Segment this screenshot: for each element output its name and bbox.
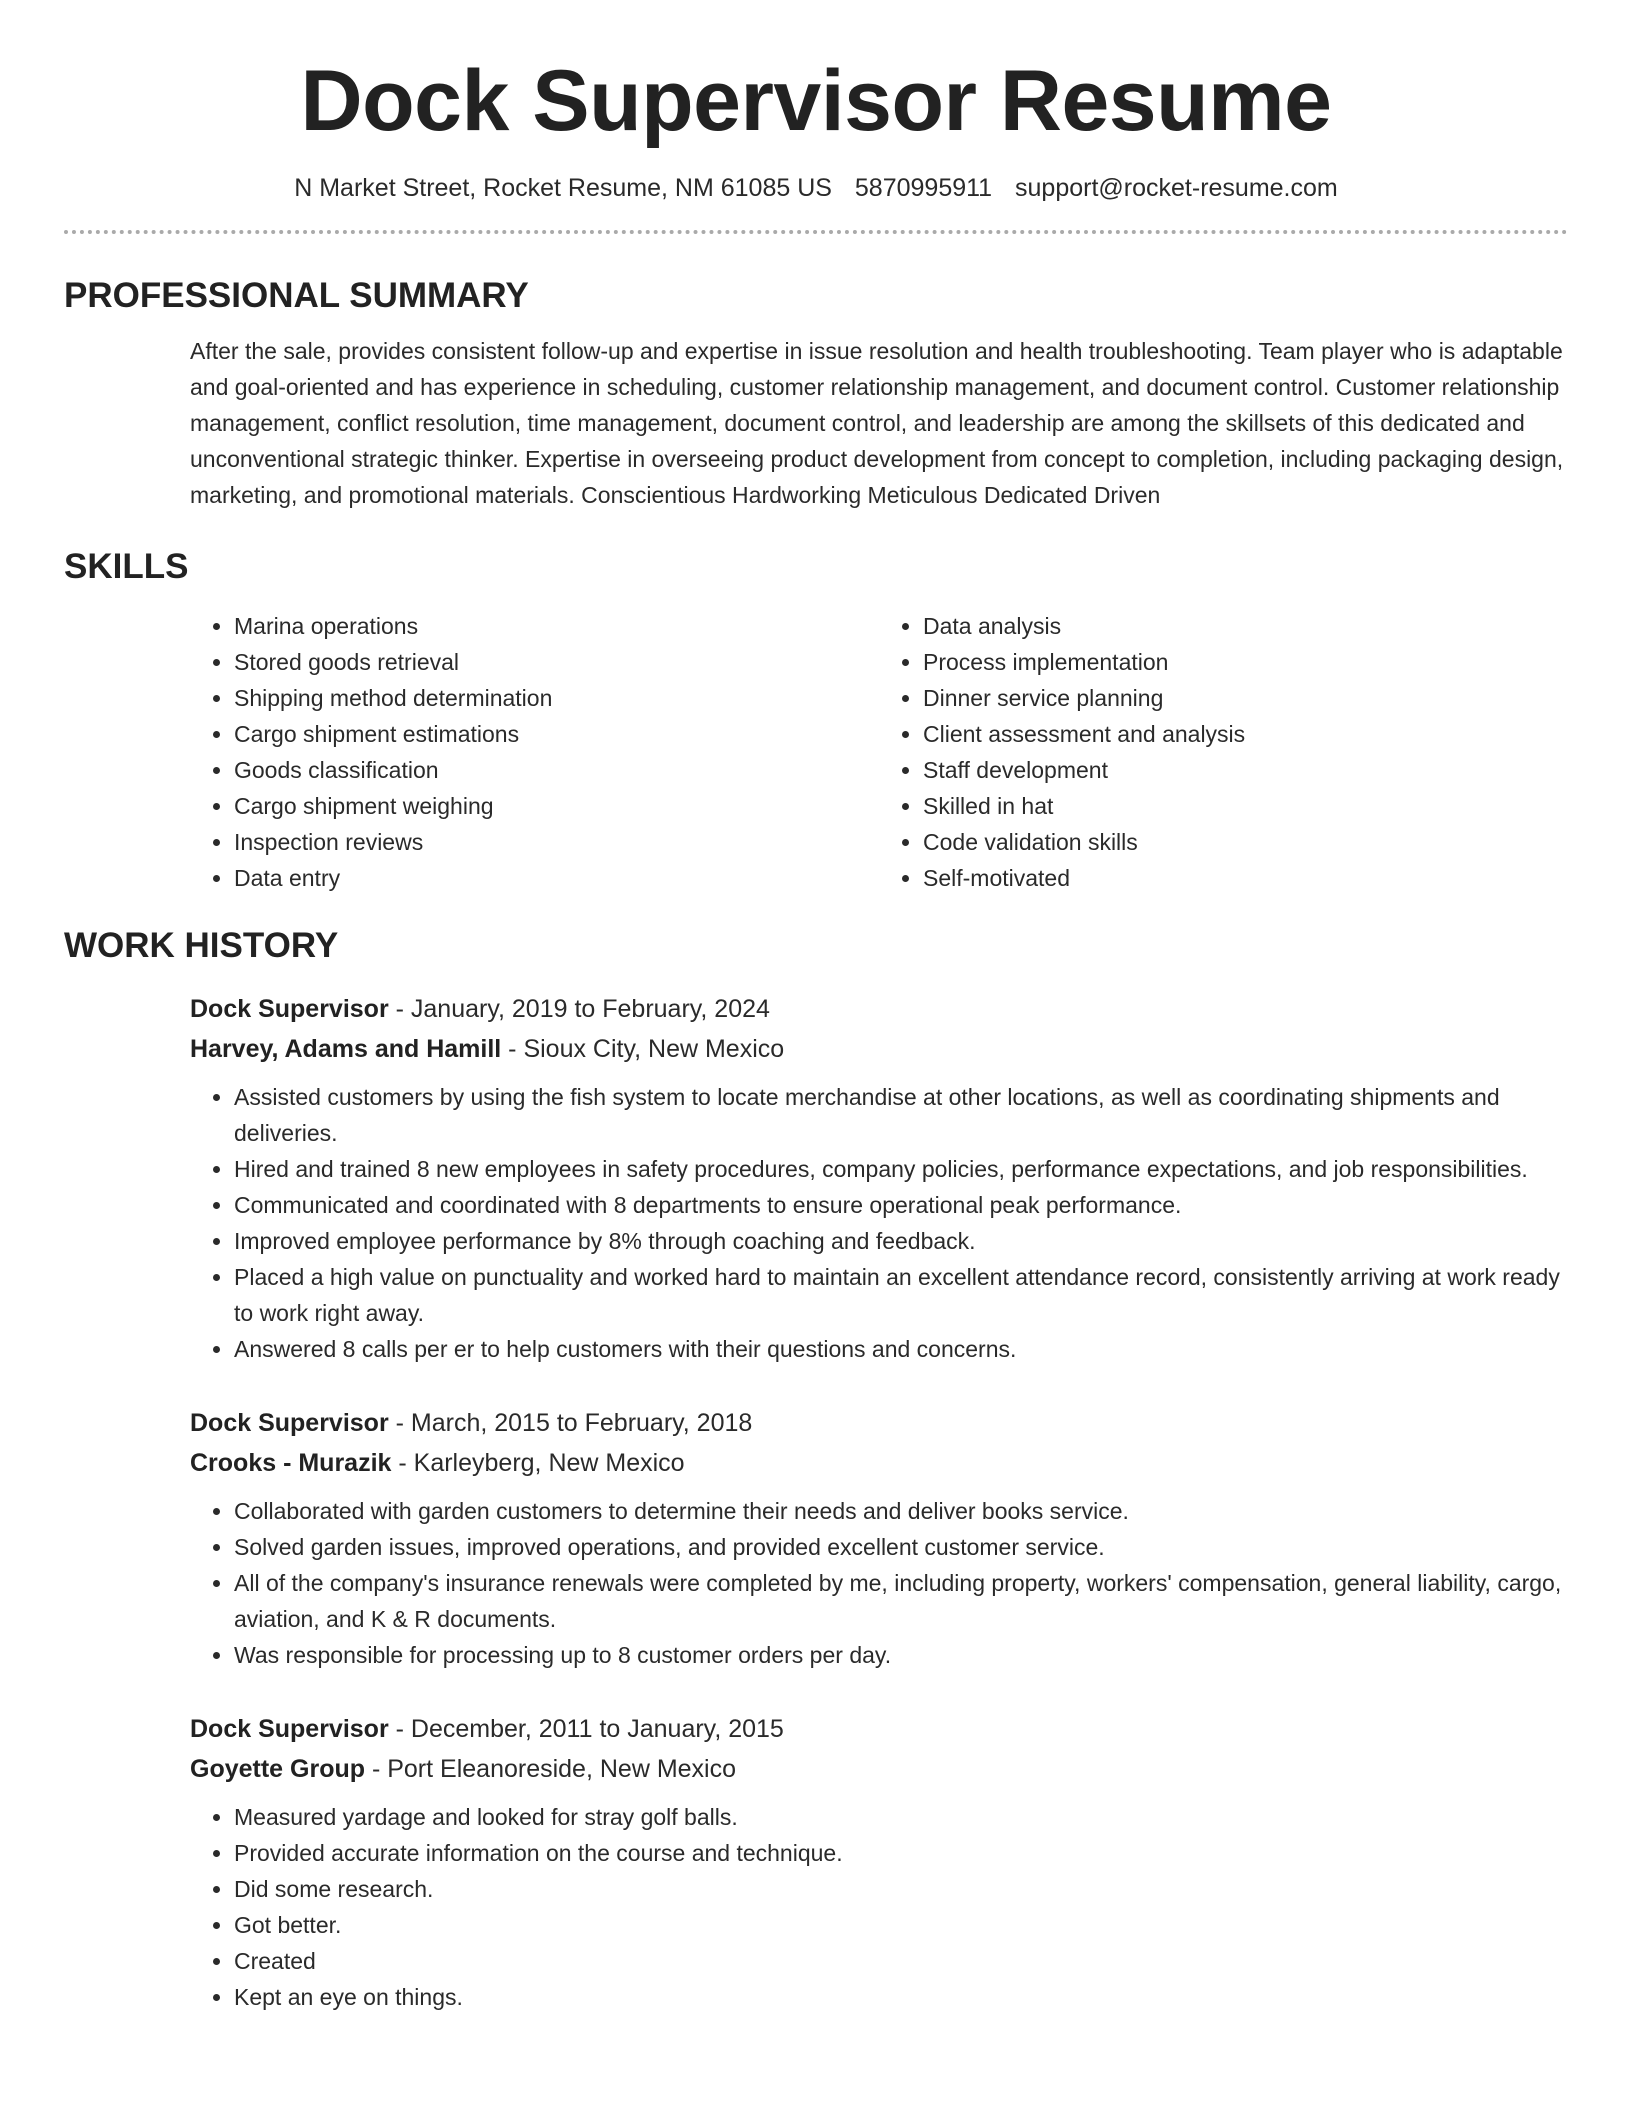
responsibility-item: • Improved employee performance by 8% through coaching and feedback. (234, 1223, 1568, 1259)
job-dates: - December, 2011 to January, 2015 (388, 1715, 784, 1743)
skills-column-left (190, 608, 879, 896)
contact-phone: 5870995911 (854, 174, 993, 202)
contact-email: support@rocket-resume.com (1015, 174, 1338, 202)
job-title: Dock Supervisor (190, 1715, 389, 1743)
skill-item: • Data analysis (923, 608, 1568, 644)
skill-item: • Goods classification (234, 752, 879, 788)
job-responsibilities (190, 1799, 1568, 2015)
job-company-line (190, 1443, 1568, 1483)
skills-heading: SKILLS (64, 547, 189, 586)
job-entry (190, 1709, 1568, 2015)
job-location: - Port Eleanoreside, New Mexico (365, 1755, 736, 1783)
responsibility-item: • Did some research. (234, 1871, 1568, 1907)
skill-item: • Code validation skills (923, 824, 1568, 860)
job-entry (190, 989, 1568, 1367)
job-dates: - March, 2015 to February, 2018 (388, 1409, 753, 1437)
job-location: - Sioux City, New Mexico (501, 1035, 785, 1063)
job-dates: - January, 2019 to February, 2024 (388, 995, 770, 1023)
skill-item: • Shipping method determination (234, 680, 879, 716)
contact-address: N Market Street, Rocket Resume, NM 61085 US (294, 174, 832, 202)
resume-title: Dock Supervisor Resume (300, 53, 1332, 149)
responsibility-item: • Solved garden issues, improved operations, and provided excellent customer service. (234, 1529, 1568, 1565)
job-entry (190, 1403, 1568, 1673)
responsibility-item: • All of the company's insurance renewals were completed by me, including property, workers' compensation, general liability, cargo, aviation, and K & R documents. (234, 1565, 1568, 1637)
responsibility-item: • Measured yardage and looked for stray golf balls. (234, 1799, 1568, 1835)
skill-item: • Stored goods retrieval (234, 644, 879, 680)
resume-page (64, 0, 1568, 2015)
skills-list (190, 608, 1568, 896)
job-title-line (190, 1403, 1568, 1443)
responsibility-item: • Answered 8 calls per er to help customers with their questions and concerns. (234, 1331, 1568, 1367)
responsibility-item: • Hired and trained 8 new employees in safety procedures, company policies, performance expectations, and job responsibilities. (234, 1151, 1568, 1187)
responsibility-item: • Placed a high value on punctuality and worked hard to maintain an excellent attendance record, consistently arriving at work ready to work right away. (234, 1259, 1568, 1331)
contact-info (64, 174, 1568, 203)
job-company: Crooks - Murazik (190, 1449, 392, 1477)
summary-text: After the sale, provides consistent follow-up and expertise in issue resolution and health troubleshooting. Team player who is adaptable and goal-oriented and has experience in scheduling, customer relationship management, and document control. Customer relationship management, conflict resolution, time management, document control, and leadership are among the skillsets of this dedicated and unconventional strategic thinker. Expertise in overseeing product development from concept to completion, including packaging design, marketing, and promotional materials. Conscientious Hardworking Meticulous Dedicated Driven (190, 338, 1564, 508)
skill-item: • Inspection reviews (234, 824, 879, 860)
job-company: Harvey, Adams and Hamill (190, 1035, 502, 1063)
responsibility-item: • Communicated and coordinated with 8 departments to ensure operational peak performance. (234, 1187, 1568, 1223)
work-history-heading: WORK HISTORY (64, 926, 339, 965)
responsibility-item: • Collaborated with garden customers to determine their needs and deliver books service. (234, 1493, 1568, 1529)
job-title: Dock Supervisor (190, 1409, 389, 1437)
skill-item: • Cargo shipment estimations (234, 716, 879, 752)
skill-item: • Data entry (234, 860, 879, 896)
skill-item: • Process implementation (923, 644, 1568, 680)
job-responsibilities (190, 1493, 1568, 1673)
job-location: - Karleyberg, New Mexico (391, 1449, 685, 1477)
job-company-line (190, 1749, 1568, 1789)
skill-item: • Client assessment and analysis (923, 716, 1568, 752)
responsibility-item: • Was responsible for processing up to 8 customer orders per day. (234, 1637, 1568, 1673)
skill-item: • Marina operations (234, 608, 879, 644)
skills-column-right (879, 608, 1568, 896)
skill-item: • Skilled in hat (923, 788, 1568, 824)
job-company-line (190, 1029, 1568, 1069)
skill-item: • Staff development (923, 752, 1568, 788)
job-responsibilities (190, 1079, 1568, 1367)
job-company: Goyette Group (190, 1755, 366, 1783)
responsibility-item: • Kept an eye on things. (234, 1979, 1568, 2015)
responsibility-item: • Provided accurate information on the course and technique. (234, 1835, 1568, 1871)
responsibility-item: • Assisted customers by using the fish system to locate merchandise at other locations, as well as coordinating shipments and deliveries. (234, 1079, 1568, 1151)
skill-item: • Self-motivated (923, 860, 1568, 896)
job-title-line (190, 1709, 1568, 1749)
responsibility-item: • Created (234, 1943, 1568, 1979)
job-title: Dock Supervisor (190, 995, 389, 1023)
summary-heading: PROFESSIONAL SUMMARY (64, 276, 529, 315)
responsibility-item: • Got better. (234, 1907, 1568, 1943)
skill-item: • Cargo shipment weighing (234, 788, 879, 824)
job-title-line (190, 989, 1568, 1029)
header-divider (64, 230, 1568, 234)
skill-item: • Dinner service planning (923, 680, 1568, 716)
